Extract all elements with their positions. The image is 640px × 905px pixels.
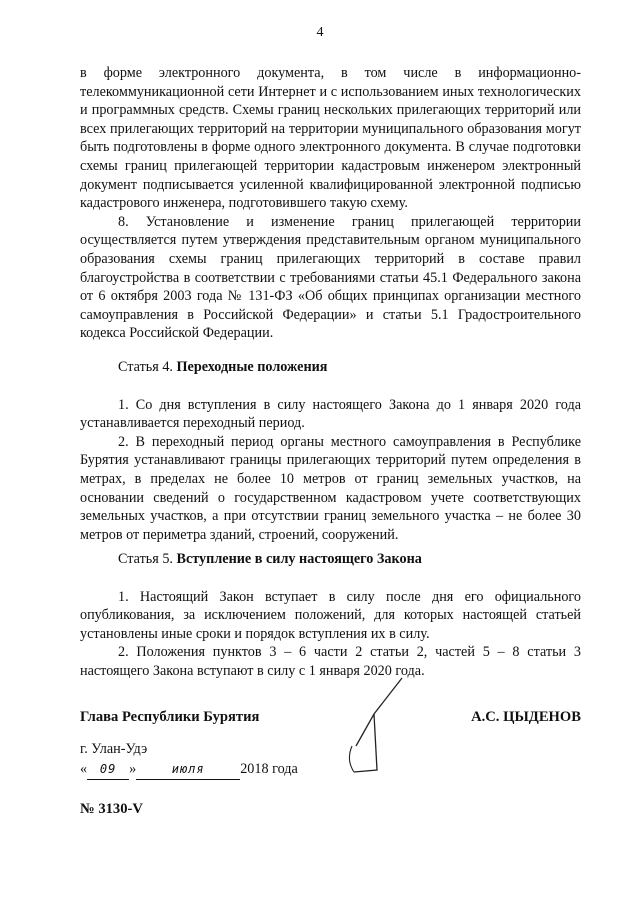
article-prefix: Статья 5. <box>118 551 173 567</box>
signing-date <box>80 760 298 780</box>
date-year: 2018 года <box>240 761 298 777</box>
date-month: июля <box>136 760 240 780</box>
paragraph: в форме электронного документа, в том числе в информационно-телекоммуникационной сети Интернет и с использованием иных технологических и программных средств. Схемы границ нескольких прилегающих территорий или всех прилегающих территорий на территории муниципального образования могут быть подготовлены в форме одного электронного документа. В случае подготовки схемы границ прилегающей территории кадастровым инженером электронный документ подписывается усиленной квалифицированной электронной подписью кадастрового инженера, подготовившего такую схему. <box>80 65 581 212</box>
law-number: № 3130-V <box>80 801 143 817</box>
date-close-quote: » <box>129 761 137 777</box>
paragraph: 8. Установление и изменение границ прилегающей территории осуществляется путем утверждения представительным органом муниципального образования схемы границ прилегающих территорий в составе правил благоустройства в соответствии с требованиями статьи 45.1 Федерального закона от 6 октября 2003 года № 131-ФЗ «Об общих принципах организации местного самоуправления в Российской Федерации» и статьи 5.1 Градостроительного кодекса Российской Федерации. <box>80 213 581 342</box>
paragraph: 1. Со дня вступления в силу настоящего Закона до 1 января 2020 года устанавливается переходный период. <box>80 396 581 432</box>
handwritten-signature <box>344 676 414 786</box>
paragraph: 2. В переходный период органы местного самоуправления в Республике Бурятия устанавливают границы прилегающих территорий путем определения в метрах, в пределах не более 10 метров от границ земельных участков, на основании сведений о государственном кадастровом учете соответствующих земельных участков, а при отсутствии границ земельного участка – не более 30 метров от периметра зданий, строений, сооружений. <box>80 433 581 543</box>
page-number: 4 <box>316 25 324 40</box>
date-open-quote: « <box>80 761 88 777</box>
paragraph: 1. Настоящий Закон вступает в силу после дня его официального опубликования, за исключением положений, для которых настоящей статьей установлены иные сроки и порядок вступления их в силу. <box>80 588 581 642</box>
article-heading <box>80 550 581 569</box>
signatory-title: Глава Республики Бурятия <box>80 709 260 725</box>
article-title: Вступление в силу настоящего Закона <box>176 551 422 567</box>
article-5 <box>80 550 581 681</box>
article-heading <box>80 358 581 377</box>
body-text-continuation <box>80 64 581 343</box>
date-day: 09 <box>87 760 129 780</box>
city: г. Улан-Удэ <box>80 741 148 757</box>
article-prefix: Статья 4. <box>118 359 173 375</box>
signatory-name: А.С. ЦЫДЕНОВ <box>471 709 581 725</box>
article-title: Переходные положения <box>176 359 328 375</box>
paragraph: 2. Положения пунктов 3 – 6 части 2 статьи 2, частей 5 – 8 статьи 3 настоящего Закона вступают в силу с 1 января 2020 года. <box>80 644 581 679</box>
article-4 <box>80 358 581 544</box>
